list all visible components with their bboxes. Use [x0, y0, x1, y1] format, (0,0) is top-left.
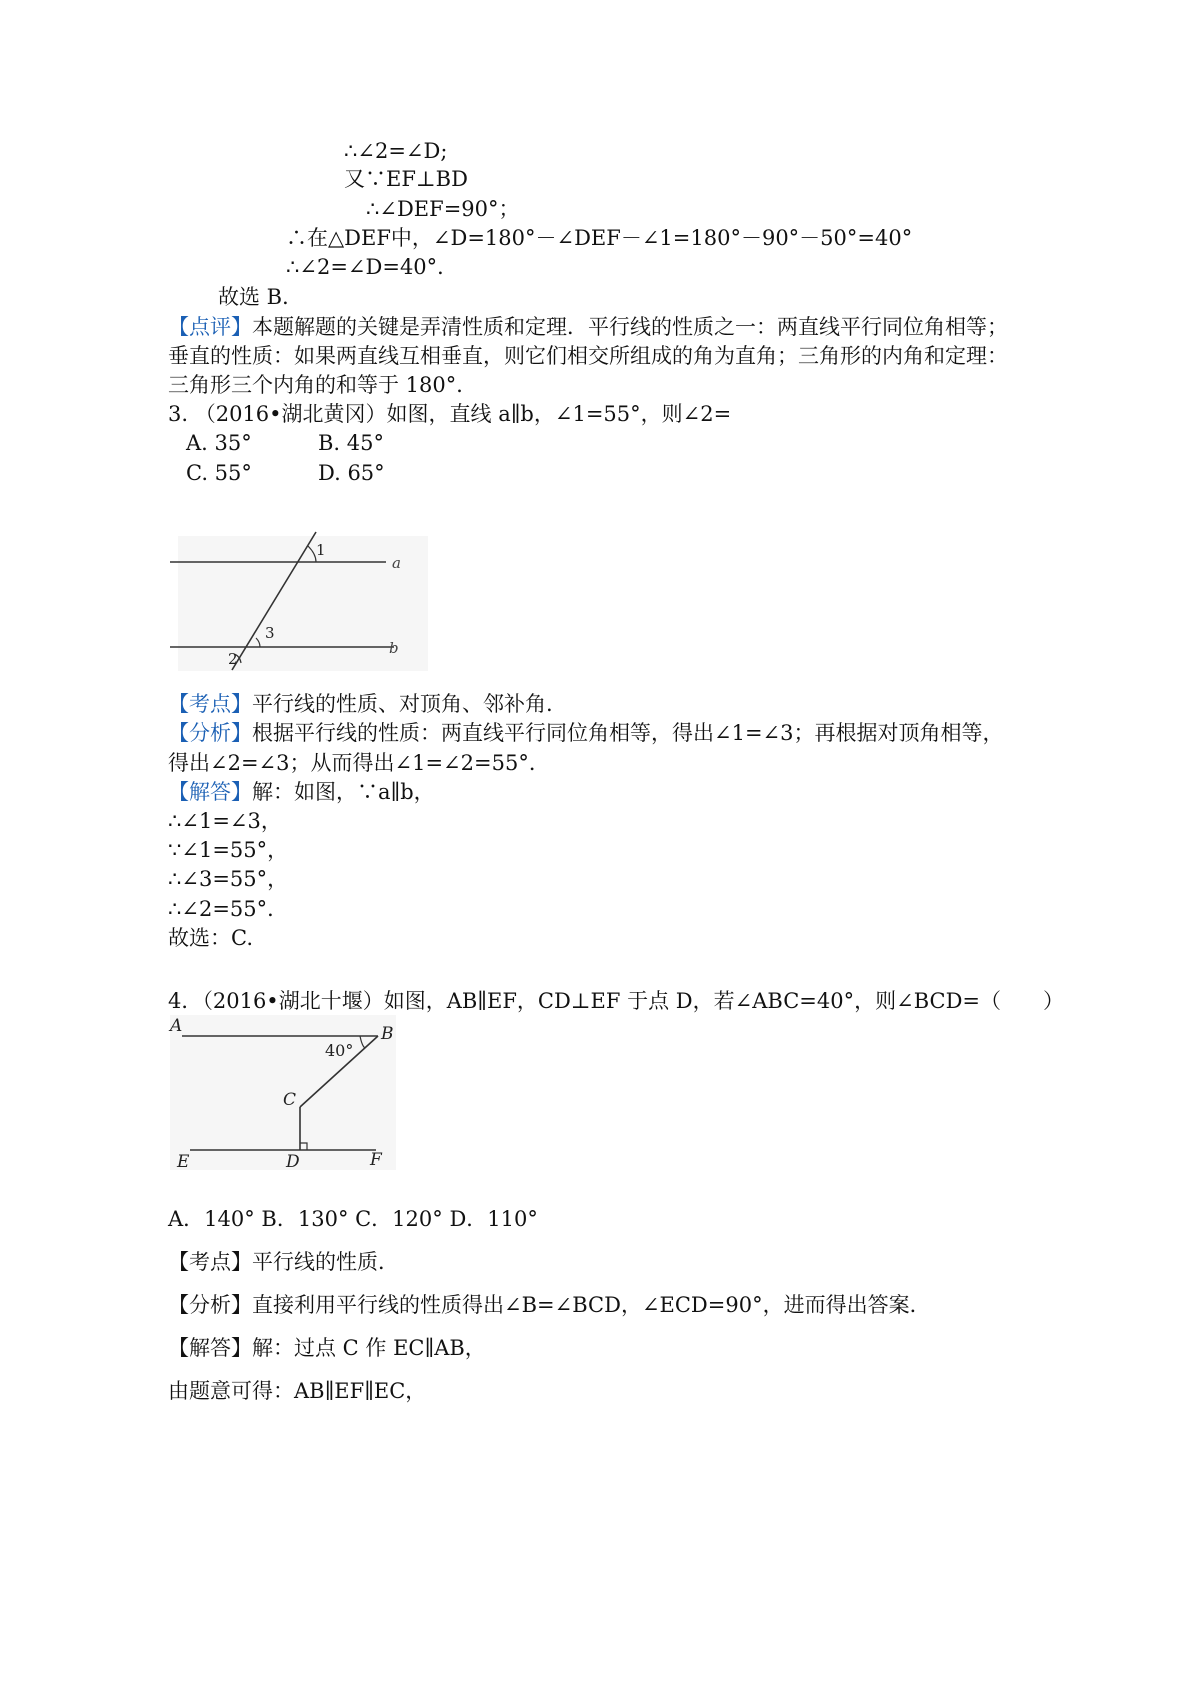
comment-line-3: 三角形三个内角的和等于 180°． [168, 373, 478, 397]
solution-line: ∴∠DEF=90°； [366, 197, 520, 221]
q3-step: ∴∠1=∠3， [168, 809, 282, 833]
line-b-label: b [389, 639, 399, 657]
q3-jieda [168, 779, 435, 805]
option-c: C. 55° [186, 461, 252, 485]
question-4-options: A．140° B．130° C．120° D．110° [168, 1207, 538, 1231]
fenxi-tag: 【分析】 [168, 721, 252, 745]
solution-line: 又∵EF⊥BD [344, 167, 468, 191]
comment-text: 本题解题的关键是弄清性质和定理．平行线的性质之一：两直线平行同位角相等； [252, 315, 1008, 339]
solution-answer: 故选 B． [218, 285, 304, 309]
angle-1-label: 1 [316, 541, 326, 559]
q3-fenxi-2: 得出∠2=∠3；从而得出∠1=∠2=55°． [168, 751, 550, 775]
q4-last-line: 由题意可得：AB∥EF∥EC， [168, 1379, 427, 1403]
fenxi-text: 根据平行线的性质：两直线平行同位角相等，得出∠1=∠3；再根据对顶角相等， [252, 721, 1004, 745]
solution-line: ∴在△DEF中，∠D=180°－∠DEF－∠1=180°－90°－50°=40° [286, 226, 913, 250]
q3-fenxi-1 [168, 720, 1004, 746]
q3-step: ∴∠2=55°． [168, 897, 289, 921]
point-e-label: E [177, 1152, 190, 1170]
angle-40-label: 40° [325, 1041, 354, 1060]
q3-answer: 故选：C. [168, 926, 253, 950]
point-f-label: F [370, 1150, 382, 1170]
question-3-stem: 3. （2016•湖北黄冈）如图，直线 a∥b，∠1=55°，则∠2= [168, 402, 732, 426]
q4-kaodian: 【考点】平行线的性质． [168, 1250, 399, 1274]
question-4-stem: 4．（2016•湖北十堰）如图，AB∥EF，CD⊥EF 于点 D，若∠ABC=40°，则∠BCD=（ ） [168, 989, 1065, 1013]
kaodian-tag: 【考点】 [168, 692, 252, 716]
jieda-text: 解：如图，∵a∥b， [252, 780, 435, 804]
angle-2-label: 2 [228, 650, 238, 668]
question-3-figure [168, 526, 438, 676]
q4-fenxi: 【分析】直接利用平行线的性质得出∠B=∠BCD，∠ECD=90°，进而得出答案． [168, 1293, 931, 1317]
option-a: A. 35° [186, 431, 252, 455]
kaodian-text: 平行线的性质、对顶角、邻补角. [252, 692, 553, 716]
question-4-figure [160, 1015, 400, 1170]
solution-line: ∴∠2=∠D=40°． [286, 255, 459, 279]
comment-line-1 [168, 314, 1008, 340]
point-b-label: B [381, 1024, 394, 1044]
comment-tag: 【点评】 [168, 315, 252, 339]
q3-step: ∵∠1=55°， [168, 838, 289, 862]
comment-line-2: 垂直的性质：如果两直线互相垂直，则它们相交所组成的角为直角；三角形的内角和定理： [168, 344, 1008, 368]
q3-step: ∴∠3=55°， [168, 867, 289, 891]
point-c-label: C [283, 1090, 297, 1110]
q4-jieda: 【解答】解：过点 C 作 EC∥AB， [168, 1336, 486, 1360]
q3-kaodian [168, 691, 553, 717]
line-a-label: a [392, 554, 401, 572]
solution-line: ∴∠2=∠D; [344, 139, 448, 163]
angle-3-label: 3 [265, 624, 275, 642]
point-d-label: D [286, 1152, 300, 1170]
option-d: D. 65° [318, 461, 385, 485]
point-a-label: A [170, 1016, 183, 1036]
jieda-tag: 【解答】 [168, 780, 252, 804]
option-b: B. 45° [318, 431, 385, 455]
